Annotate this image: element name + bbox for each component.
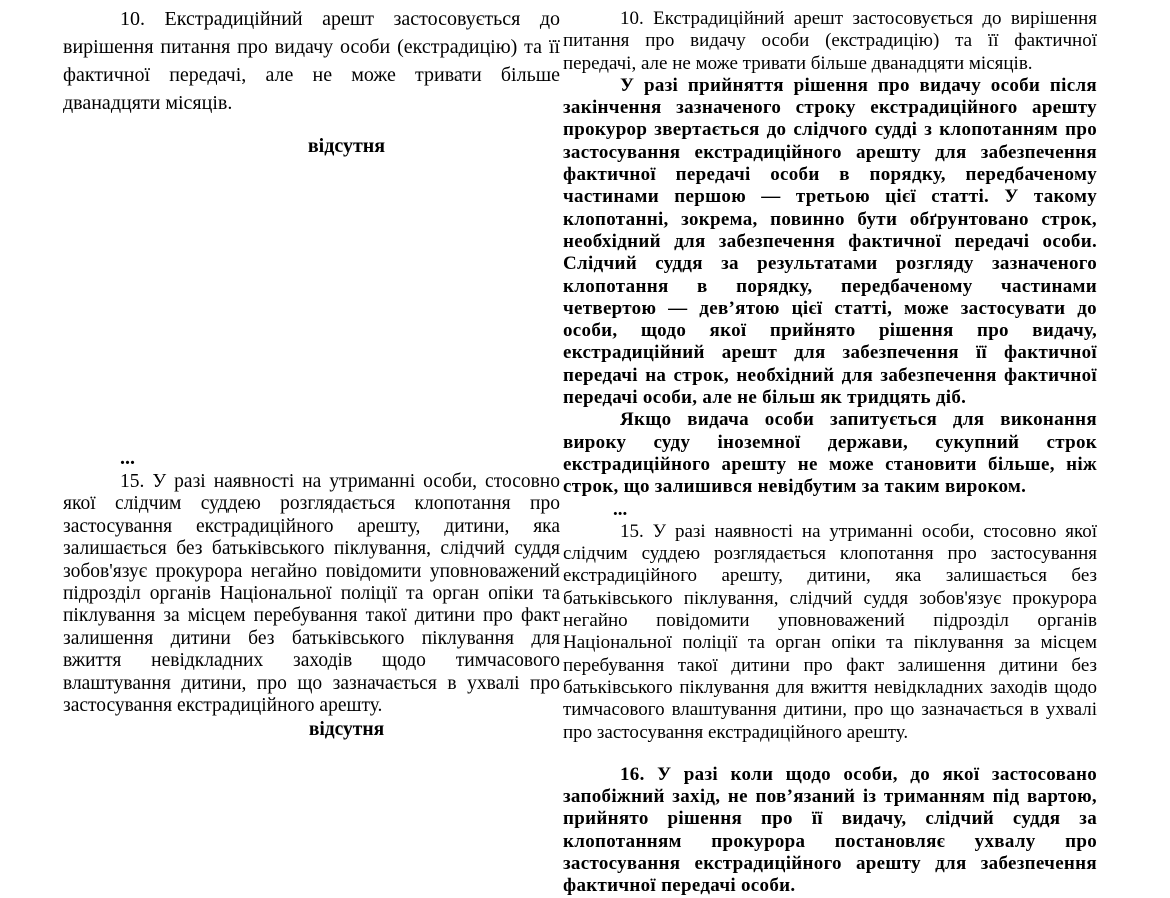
- right-paragraph-10: 10. Екстрадиційний арешт застосовується до вирішення питання про видачу особи (екстрадицію) та її фактичної передачі, але не може тривати більше дванадцяти місяців.: [563, 8, 1097, 74]
- left-absent-marker-1: відсутня: [307, 135, 386, 157]
- right-paragraph-16: 16. У разі коли щодо особи, до якої застосовано запобіжний захід, не пов’язаний із триманням під вартою, прийнято рішення про її видачу, слідчий суддя за клопотанням прокурора постановляє ухвалу про застосування екстрадиційного арешту для забезпечення фактичної передачі особи.: [563, 763, 1097, 897]
- right-paragraph-15: 15. У разі наявності на утриманні особи, стосовно якої слідчим суддею розглядається клопотання про застосування екстрадиційного арешту, дитини, яка залишається без батьківського піклування, слідчий суддя зобов'язує прокурора негайно повідомити уповноважений підрозділ органів Національної поліції та орган опіки та піклування за місцем перебування такої дитини про факт залишення дитини без батьківського піклування для вжиття невідкладних заходів щодо тимчасового влаштування дитини, про що зазначається в ухвалі про застосування екстрадиційного арешту.: [563, 520, 1097, 743]
- left-absent-marker-2: відсутня: [308, 719, 385, 741]
- right-paragraph-new-sentence-term: Якщо видача особи запитується для виконання вироку суду іноземної держави, сукупний строк екстрадиційного арешту не може становити більше, ніж строк, що залишився невідбутим за таким вироком.: [563, 409, 1097, 498]
- right-ellipsis: ...: [613, 498, 628, 520]
- right-paragraph-new-extradition-arrest: У разі прийняття рішення про видачу особи після закінчення зазначеного строку екстрадиційного арешту прокурор звертається до слідчого судді з клопотанням про застосування екстрадиційного арешту для забезпечення фактичної передачі особи в порядку, передбаченому частинами першою — третьою цієї статті. У такому клопотанні, зокрема, повинно бути обґрунтовано строк, необхідний для забезпечення фактичної передачі особи. Слідчий суддя за результатами розгляду зазначеного клопотання в порядку, передбаченому частинами четвертою — дев’ятою цієї статті, може застосувати до особи, щодо якої прийнято рішення про видачу, екстрадиційний арешт для забезпечення її фактичної передачі на строк, необхідний для забезпечення фактичної передачі особи, але не більш як тридцять діб.: [563, 74, 1097, 409]
- left-paragraph-10: 10. Екстрадиційний арешт застосовується до вирішення питання про видачу особи (екстрадицію) та її фактичної передачі, але не може тривати більше дванадцяти місяців.: [63, 8, 560, 114]
- left-column-current-version: [63, 0, 560, 742]
- left-paragraph-15: 15. У разі наявності на утриманні особи, стосовно якої слідчим суддею розглядається клопотання про застосування екстрадиційного арешту, дитини, яка залишається без батьківського піклування, слідчий суддя зобов'язує прокурора негайно повідомити уповноважений підрозділ органів Національної поліції та орган опіки та піклування за місцем перебування такої дитини про факт залишення дитини без батьківського піклування для вжиття невідкладних заходів щодо тимчасового влаштування дитини, про що зазначається в ухвалі про застосування екстрадиційного арешту.: [63, 471, 560, 717]
- right-column-proposed-version: [563, 0, 1097, 898]
- left-ellipsis: ...: [120, 447, 135, 469]
- left-empty-gap: [63, 161, 560, 446]
